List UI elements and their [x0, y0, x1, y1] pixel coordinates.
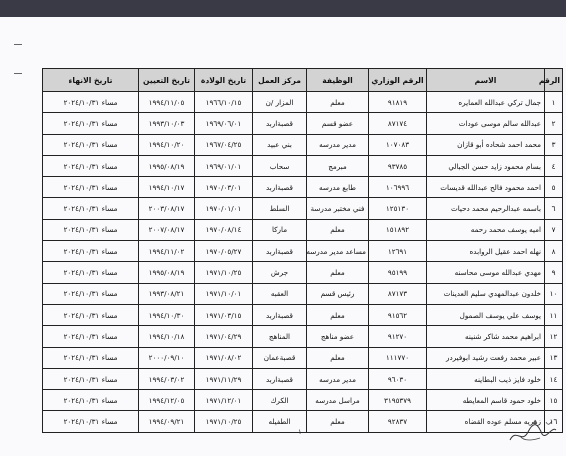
table-row: [43, 241, 563, 262]
table-cell: ٦: [545, 198, 563, 219]
table-row: [43, 219, 563, 240]
table-row: [43, 92, 563, 113]
table-cell: احمد محمود فالح عبدالله قديسات: [427, 177, 545, 198]
table-cell: ١٢: [545, 326, 563, 347]
table-cell: قصبةاربد: [253, 113, 307, 134]
page-number: ١: [298, 428, 302, 436]
margin-mark: [14, 44, 22, 45]
column-header: مركز العمل: [253, 69, 307, 92]
table-cell: ٤: [545, 155, 563, 176]
table-cell: خلود فايز ذيب البطاينه: [427, 368, 545, 389]
table-cell: مساء ٢٠٢٤/١٠/٣١: [43, 368, 139, 389]
table-cell: ٢٠٠٧/٠٨/١٧: [139, 219, 195, 240]
table-row: [43, 198, 563, 219]
table-cell: ١٩٩٤/١٠/١٨: [139, 326, 195, 347]
table-cell: الطفيله: [253, 411, 307, 432]
table-row: [43, 134, 563, 155]
table-cell: باسمه عبدالرحيم محمد دحيات: [427, 198, 545, 219]
table-cell: بني عبيد: [253, 134, 307, 155]
table-cell: ١٢٦٩١: [369, 241, 427, 262]
table-cell: ١٩٩٤/١٢/٠٥: [139, 390, 195, 411]
table-cell: ١٩٩٤/١١/٠٢: [139, 241, 195, 262]
table-cell: مساء ٢٠٢٤/١٠/٣١: [43, 326, 139, 347]
table-cell: ١٣: [545, 347, 563, 368]
table-cell: رئيس قسم: [307, 283, 369, 304]
table-cell: ١٩٧١/٠٨/٠٢: [195, 347, 253, 368]
table-cell: مساء ٢٠٢٤/١٠/٣١: [43, 219, 139, 240]
table-cell: قصبةاربد: [253, 304, 307, 325]
table-cell: مهدي عبدالله موسى محاسنه: [427, 262, 545, 283]
table-cell: مساء ٢٠٢٤/١٠/٣١: [43, 262, 139, 283]
table-cell: معلم: [307, 219, 369, 240]
table-cell: ١٩٩٤/١١/٠٥: [139, 92, 195, 113]
column-header: تاريخ التعيين: [139, 69, 195, 92]
table-cell: ماركا: [253, 219, 307, 240]
table-cell: ٧: [545, 219, 563, 240]
table-cell: مراسل مدرسه: [307, 390, 369, 411]
table-cell: ١٠: [545, 283, 563, 304]
table-cell: ١١: [545, 304, 563, 325]
table-cell: ١٩٧١/١٢/٠١: [195, 390, 253, 411]
table-cell: العقبه: [253, 283, 307, 304]
table-cell: ١٩٩٥/٠٨/١٩: [139, 262, 195, 283]
table-cell: ١٩٧١/٠٣/١٥: [195, 304, 253, 325]
column-header: تاريخ الولادة: [195, 69, 253, 92]
table-cell: ٣: [545, 134, 563, 155]
table-cell: معلم: [307, 304, 369, 325]
table-row: [43, 304, 563, 325]
table-cell: ١٩٧٠/٠١/٠١: [195, 198, 253, 219]
table-cell: ٩١٨١٩: [369, 92, 427, 113]
table-cell: اميه يوسف محمد رحمه: [427, 219, 545, 240]
table-cell: ٩: [545, 262, 563, 283]
table-cell: خلدون عبدالمهدي سليم العدينات: [427, 283, 545, 304]
table-cell: ٨: [545, 241, 563, 262]
table-cell: طابع مدرسه: [307, 177, 369, 198]
column-header: الاسم: [427, 69, 545, 92]
table-cell: ١٩٩٤/١٠/٣٠: [139, 304, 195, 325]
table-cell: ١١١٧٧٠: [369, 347, 427, 368]
table-cell: ١٢٥١٣٠: [369, 198, 427, 219]
signature-image: [506, 418, 560, 446]
table-cell: معلم: [307, 347, 369, 368]
table-cell: مساء ٢٠٢٤/١٠/٣١: [43, 134, 139, 155]
table-cell: نهله احمد عقيل الروابده: [427, 241, 545, 262]
table-cell: ١٩٧١/١١/٢٩: [195, 368, 253, 389]
table-cell: ١٩٦٦/١٠/١٥: [195, 92, 253, 113]
table-cell: مساعد مدير مدرسه: [307, 241, 369, 262]
column-header: الوظيفة: [307, 69, 369, 92]
table-cell: ابراهيم محمد شاكر شنينه: [427, 326, 545, 347]
table-cell: معلم: [307, 262, 369, 283]
table-cell: مساء ٢٠٢٤/١٠/٣١: [43, 304, 139, 325]
table-cell: عبدالله سالم موسى عودات: [427, 113, 545, 134]
table-cell: عبير محمد رفعت رشيد ابوفيردر: [427, 347, 545, 368]
table-row: [43, 347, 563, 368]
table-row: [43, 283, 563, 304]
table-cell: قصبةاربد: [253, 177, 307, 198]
table-cell: ١٩٧٠/٠٥/٢٧: [195, 241, 253, 262]
table-row: [43, 262, 563, 283]
table-cell: ١٤: [545, 368, 563, 389]
table-cell: ٩١٥٦٢: [369, 304, 427, 325]
table-cell: معلم: [307, 92, 369, 113]
table-cell: ١٩٧٠/٠٣/٠١: [195, 177, 253, 198]
table-cell: ١٥: [545, 390, 563, 411]
table-cell: ١٩٧١/١٠/٠١: [195, 283, 253, 304]
column-header: تاريخ الانهاء: [43, 69, 139, 92]
table-cell: ٨٧١٧٤: [369, 113, 427, 134]
table-cell: مساء ٢٠٢٤/١٠/٣١: [43, 92, 139, 113]
table-cell: فني مختبر مدرسة: [307, 198, 369, 219]
table-row: [43, 155, 563, 176]
table-cell: عضو قسم: [307, 113, 369, 134]
table-cell: قصبةاربد: [253, 241, 307, 262]
table-cell: عضو مناهج: [307, 326, 369, 347]
table-cell: مساء ٢٠٢٤/١٠/٣١: [43, 177, 139, 198]
table-cell: بسام محمود زايد حسن الجبالي: [427, 155, 545, 176]
table-cell: ٣١٩٥٣٧٩: [369, 390, 427, 411]
table-header-row: [43, 69, 563, 92]
table-cell: ١٩٩٤/١٠/١٧: [139, 177, 195, 198]
table-cell: معلم: [307, 411, 369, 432]
table-row: [43, 113, 563, 134]
table-cell: ٢: [545, 113, 563, 134]
table-cell: المناهج: [253, 326, 307, 347]
table-cell: قصبةعمان: [253, 347, 307, 368]
table-cell: مساء ٢٠٢٤/١٠/٣١: [43, 347, 139, 368]
table-cell: مساء ٢٠٢٤/١٠/٣١: [43, 241, 139, 262]
table-cell: يوسف علي يوسف الصمول: [427, 304, 545, 325]
table-cell: سحاب: [253, 155, 307, 176]
table-cell: جمال تركي عبدالله العمايره: [427, 92, 545, 113]
column-header: الرقم الوزاري: [369, 69, 427, 92]
table-cell: ٩٥١٩٩: [369, 262, 427, 283]
table-cell: مساء ٢٠٢٤/١٠/٣١: [43, 198, 139, 219]
table-cell: ٩٢٨٣٧: [369, 411, 427, 432]
table-cell: ٩٣٧٨٥: [369, 155, 427, 176]
table-cell: السلط: [253, 198, 307, 219]
table-cell: مساء ٢٠٢٤/١٠/٣١: [43, 113, 139, 134]
table-cell: ١٥١٨٩٢: [369, 219, 427, 240]
table-cell: خلود حمود قاسم المعايطه: [427, 390, 545, 411]
table-row: [43, 411, 563, 432]
table-cell: مساء ٢٠٢٤/١٠/٣١: [43, 283, 139, 304]
table-cell: ١٩٧٠/٠٨/١٤: [195, 219, 253, 240]
table-cell: ٩٦٠٣٠: [369, 368, 427, 389]
table-cell: ١٠٦٩٩٦: [369, 177, 427, 198]
table-cell: جرش: [253, 262, 307, 283]
table-cell: ١٩٩٣/٠٨/٢١: [139, 283, 195, 304]
table-cell: ١٩٦٧/٠٤/٢٥: [195, 134, 253, 155]
viewer-top-bar: [0, 0, 566, 17]
table-cell: ١٠٧٠٨٣: [369, 134, 427, 155]
margin-mark: [14, 73, 22, 74]
table-row: [43, 177, 563, 198]
table-cell: المزار /ن: [253, 92, 307, 113]
table-cell: قصبةاربد: [253, 368, 307, 389]
table-cell: مدير مدرسه: [307, 368, 369, 389]
table-cell: مساء ٢٠٢٤/١٠/٣١: [43, 155, 139, 176]
table-row: [43, 326, 563, 347]
table-cell: محمد احمد شحاده أبو قازان: [427, 134, 545, 155]
table-cell: ١٩٧١/١٠/٢٥: [195, 262, 253, 283]
table-cell: ١٩٩٤/٠٣/٠٢: [139, 368, 195, 389]
table-cell: ١٩٩٣/١٠/٠٣: [139, 113, 195, 134]
table-cell: مدير مدرسه: [307, 134, 369, 155]
table-cell: الكرك: [253, 390, 307, 411]
table-cell: ٢٠٠٠/٠٩/١٠: [139, 347, 195, 368]
table-cell: ٨٧١٧٣: [369, 283, 427, 304]
table-cell: مساء ٢٠٢٤/١٠/٣١: [43, 390, 139, 411]
table-cell: مساء ٢٠٢٤/١٠/٣١: [43, 411, 139, 432]
table-cell: ١٩٩٥/٠٨/١٩: [139, 155, 195, 176]
table-cell: ١٩٧١/١٠/٢٥: [195, 411, 253, 432]
table-cell: ١: [545, 92, 563, 113]
table-cell: ١٩٦٩/٠٦/٠١: [195, 113, 253, 134]
employees-table: [42, 68, 563, 433]
table-cell: ٢٠٠٣/٠٨/١٧: [139, 198, 195, 219]
column-header: الرقم: [545, 69, 563, 92]
table-cell: زهريه مسلم عوده القضاه: [427, 411, 545, 432]
table-cell: ١٦: [545, 411, 563, 432]
table-cell: ٥: [545, 177, 563, 198]
table-cell: ١٩٩٤/١٠/٢٠: [139, 134, 195, 155]
table-cell: ١٩٩٤/٠٩/٢١: [139, 411, 195, 432]
table-cell: ٩١٢٧٠: [369, 326, 427, 347]
table-row: [43, 368, 563, 389]
table-cell: ١٩٦٩/٠١/٠١: [195, 155, 253, 176]
table-row: [43, 390, 563, 411]
table-cell: مبرمج: [307, 155, 369, 176]
table-cell: ١٩٧١/٠٤/٢٩: [195, 326, 253, 347]
